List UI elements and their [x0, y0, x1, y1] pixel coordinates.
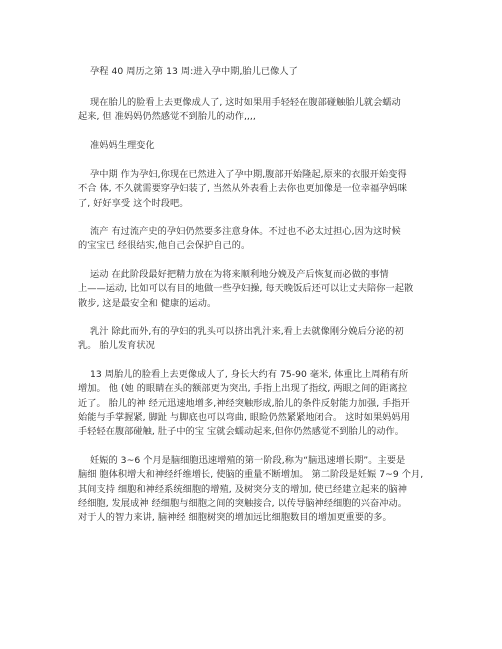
- paragraph-line: 起来, 但 准妈妈仍然感觉不到胎儿的动作,,,,: [78, 111, 256, 122]
- paragraph-line: 上——运动, 比如可以有目的地做一些孕妇操, 每天晚饭后还可以让丈夫陪你一起散: [78, 283, 414, 294]
- paragraph-line: 妊娠的 3~6 个月是脑细胞迅速增殖的第一阶段,称为“脑迅速增长期”。主要是: [90, 455, 406, 466]
- paragraph-line: 其间支持 细胞和神经系统细胞的增殖, 及树突分支的增加, 使已经建立起来的脑神: [78, 484, 407, 495]
- paragraph-line: 始能与手掌握紧, 脚趾 与脚底也可以弯曲, 眼睑仍然紧紧地闭合。 这时如果妈妈用: [78, 412, 410, 423]
- document-title: 孕程 40 周历之第 13 周:进入孕中期,胎儿已像人了: [90, 66, 298, 77]
- paragraph-line: 增加。 他 (她 的眼睛在头的额部更为突出, 手指上出现了指纹, 两眼之间的距离拉: [78, 383, 408, 394]
- paragraph-line: 手轻轻在腹部碰触, 肚子中的宝 宝就会蠕动起来,但你仍然感觉不到胎儿的动作。: [78, 426, 404, 437]
- paragraph-line: 13 周胎儿的脸看上去更像成人了, 身长大约有 75-90 毫米, 体重比上周稍有所: [90, 369, 409, 380]
- section-heading: 准妈妈生理变化: [90, 140, 155, 151]
- paragraph-line: 乳汁 除此而外,有的孕妇的乳头可以挤出乳汁来,看上去就像刚分娩后分泌的初: [90, 326, 404, 337]
- paragraph-line: 的宝宝已 经很结实,他自己会保护自己的。: [78, 240, 251, 251]
- paragraph-line: 散步, 这是最安全和 健康的运动。: [78, 298, 217, 309]
- paragraph-line: 流产 有过流产史的孕妇仍然要多注意身体。不过也不必太过担心,因为这时候: [90, 226, 401, 237]
- paragraph-line: 近了。 胎儿的神 经元迅速地增多,神经突触形成,胎儿的条件反射能力加强, 手指开: [78, 398, 410, 409]
- paragraph-line: 脑细 胞体积增大和神经纤维增长, 使脑的重量不断增加。 第二阶段是妊娠 7~9 个月,: [78, 469, 424, 480]
- paragraph-line: 运动 在此阶段最好把精力放在为将来顺利地分娩及产后恢复而必做的事情: [90, 269, 389, 280]
- paragraph-line: 不合 体, 不久就需要穿孕妇装了, 当然从外表看上去你也更加像是一位幸福孕妈咪: [78, 183, 407, 194]
- paragraph-line: 孕中期 作为孕妇,你现在已然进入了孕中期,腹部开始隆起,原来的衣服开始变得: [90, 169, 407, 180]
- paragraph-line: 现在胎儿的脸看上去更像成人了, 这时如果用手轻轻在腹部碰触胎儿就会蠕动: [90, 97, 401, 108]
- paragraph-line: 经细胞, 发展成神 经细胞与细胞之间的突触接合, 以传导脑神经细胞的兴奋冲动。: [78, 498, 407, 509]
- paragraph-line: 乳。 胎儿发育状况: [78, 340, 155, 351]
- paragraph-line: 了, 好好享受 这个时段吧。: [78, 198, 189, 209]
- paragraph-line: 对于人的智力来讲, 脑神经 细胞树突的增加远比细胞数目的增加更重要的多。: [78, 512, 392, 523]
